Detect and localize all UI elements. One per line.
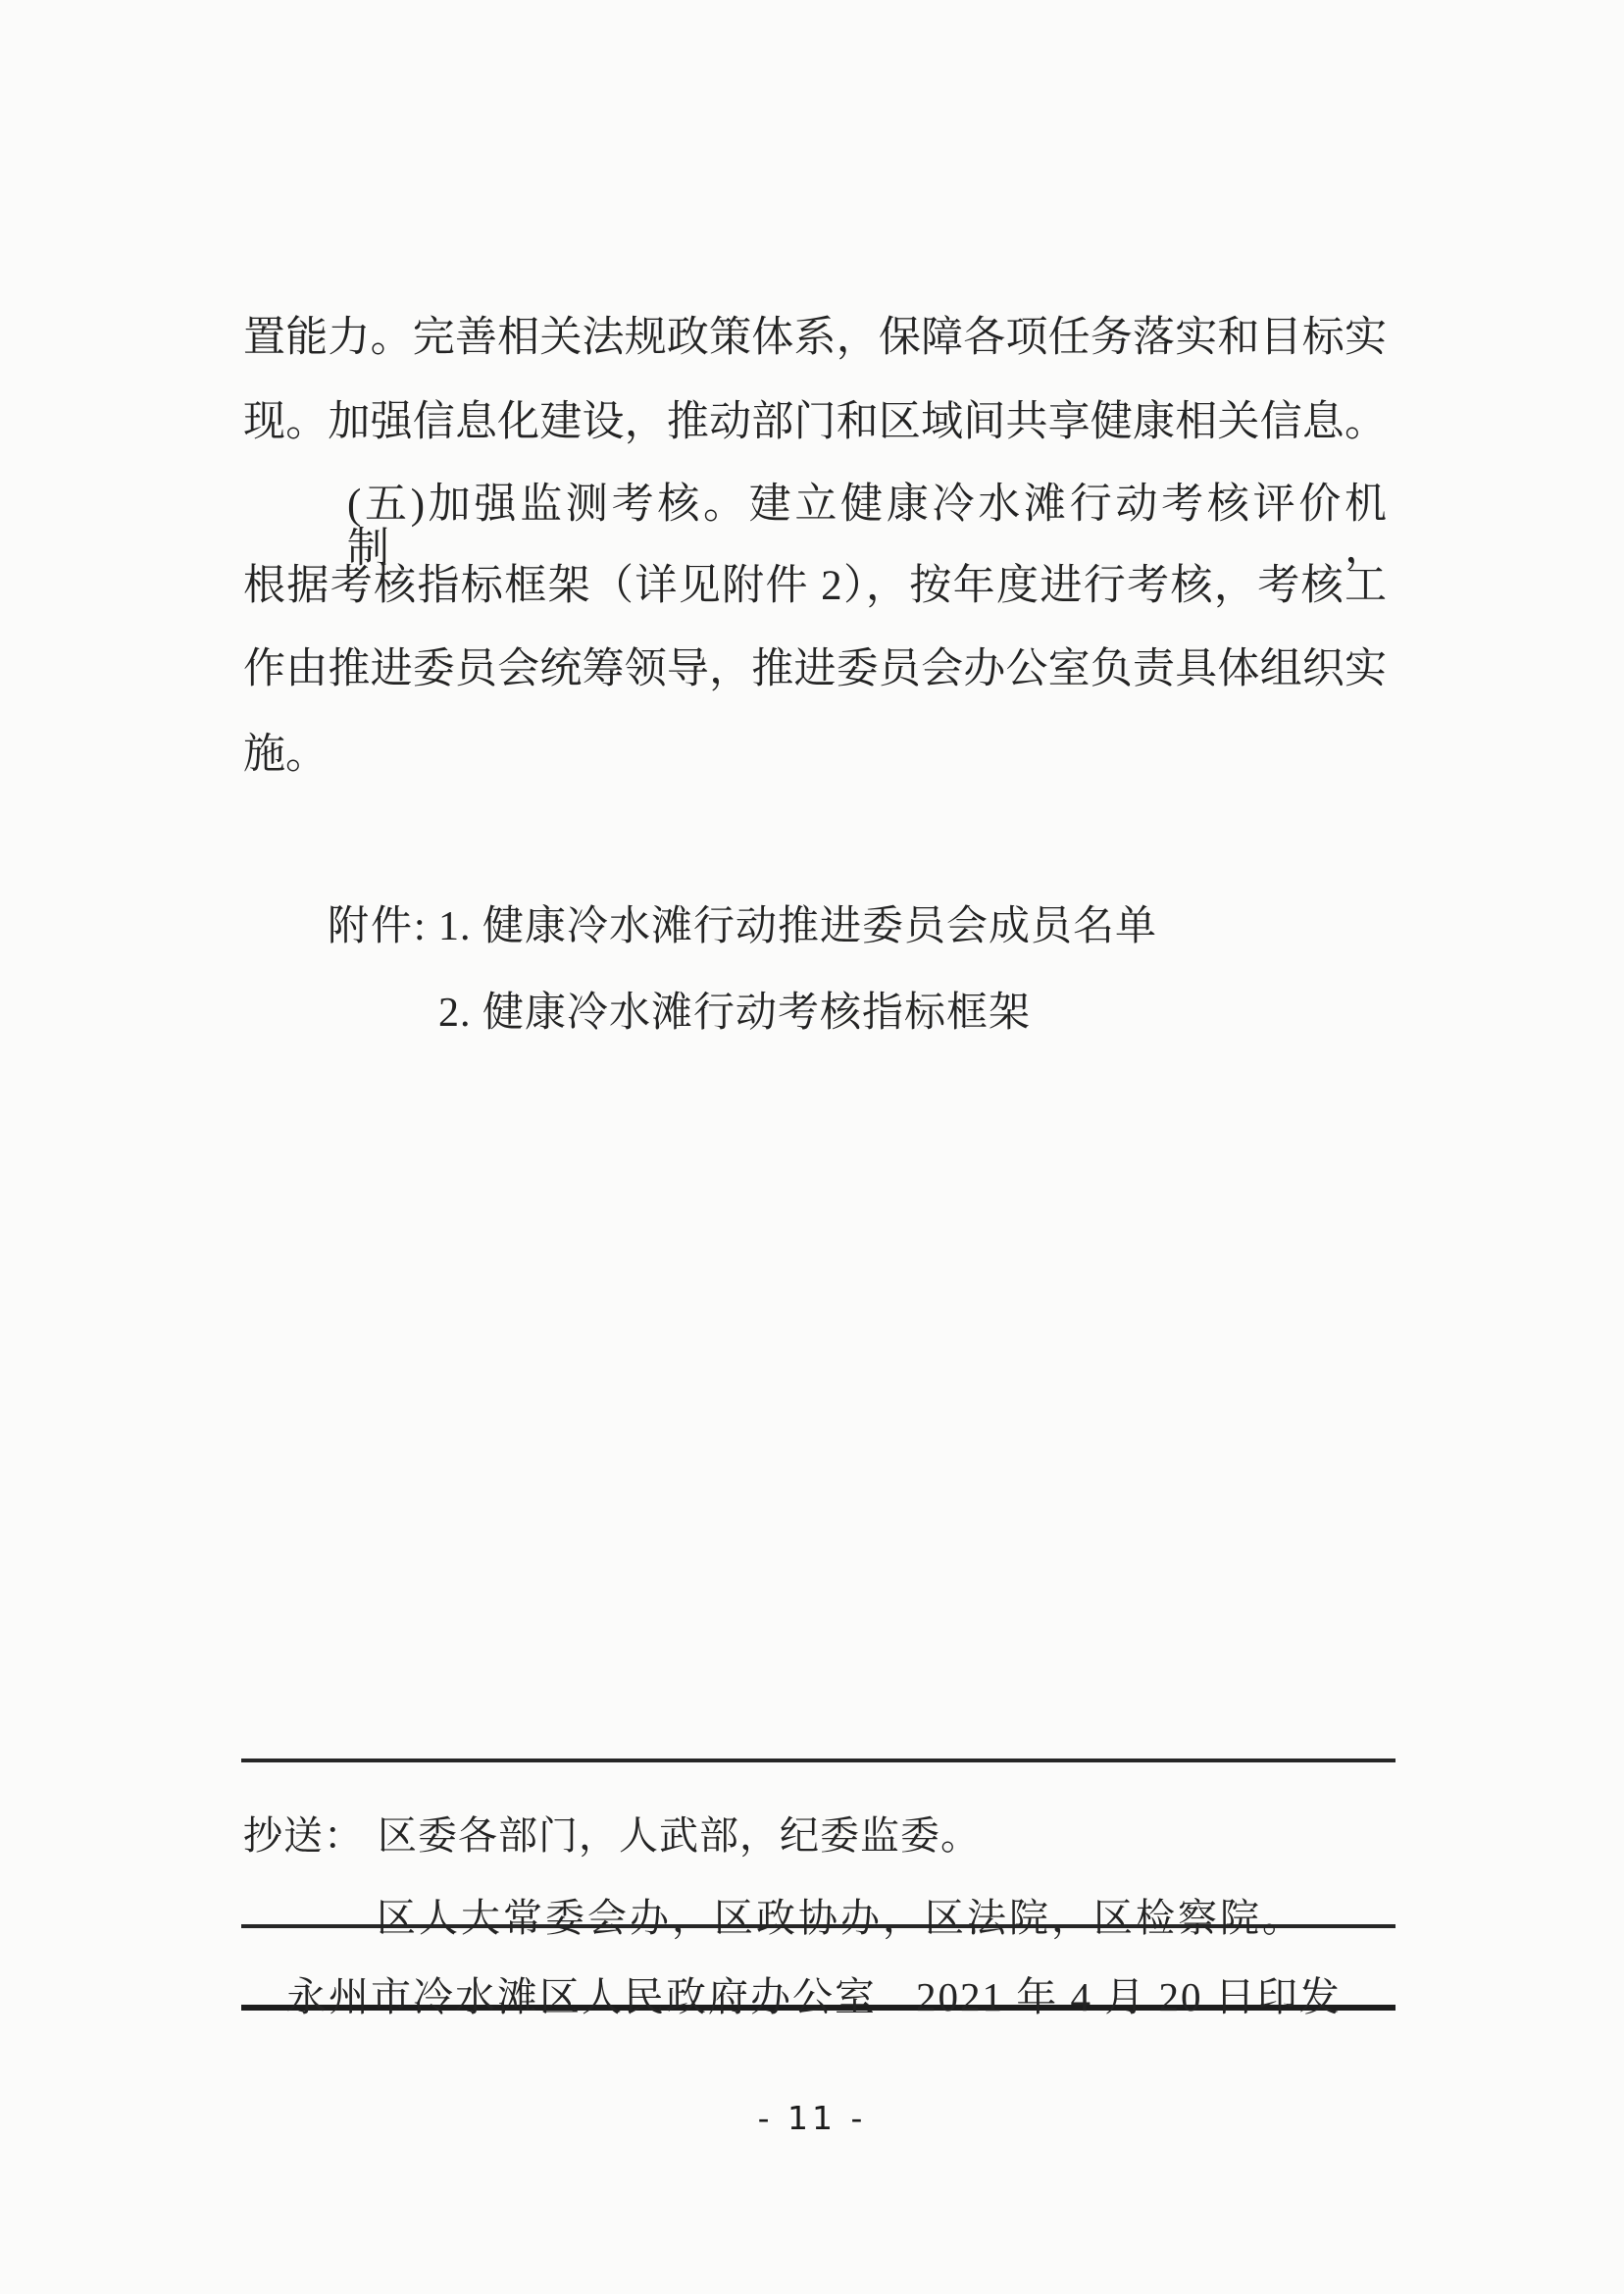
divider-line-top: [241, 1759, 1396, 1762]
body-text-line: 根据考核指标框架（详见附件 2），按年度进行考核，考核工: [243, 563, 1387, 609]
body-text-line: (五)加强监测考核。建立健康冷水滩行动考核评价机制，: [347, 482, 1387, 573]
print-date: 2021 年 4 月 20 日印发: [916, 1974, 1342, 2019]
body-text-line: 作由推进委员会统筹领导，推进委员会办公室负责具体组织实: [243, 646, 1387, 692]
page-number: - 11 -: [757, 2099, 867, 2137]
body-text-line: 施。: [243, 732, 328, 778]
cc-label: 抄送：: [243, 1813, 364, 1858]
body-text-line: 现。加强信息化建设，推动部门和区域间共享健康相关信息。: [243, 399, 1387, 445]
cc-recipients-primary: 区委各部门，人武部，纪委监委。: [378, 1813, 981, 1858]
attachment-item: 2. 健康冷水滩行动考核指标框架: [438, 991, 1032, 1036]
issue-line: [286, 1964, 1342, 2022]
cc-recipients-secondary: 区人大常委会办，区政协办，区法院，区检察院。: [377, 1896, 1304, 1940]
attachments-label: 附件:: [328, 904, 428, 949]
body-text-line: 置能力。完善相关法规政策体系，保障各项任务落实和目标实: [243, 315, 1387, 361]
cc-line: [243, 1805, 981, 1861]
issuing-office: 永州市冷水滩区人民政府办公室: [286, 1974, 877, 2019]
attachment-item: 1. 健康冷水滩行动推进委员会成员名单: [438, 904, 1158, 949]
